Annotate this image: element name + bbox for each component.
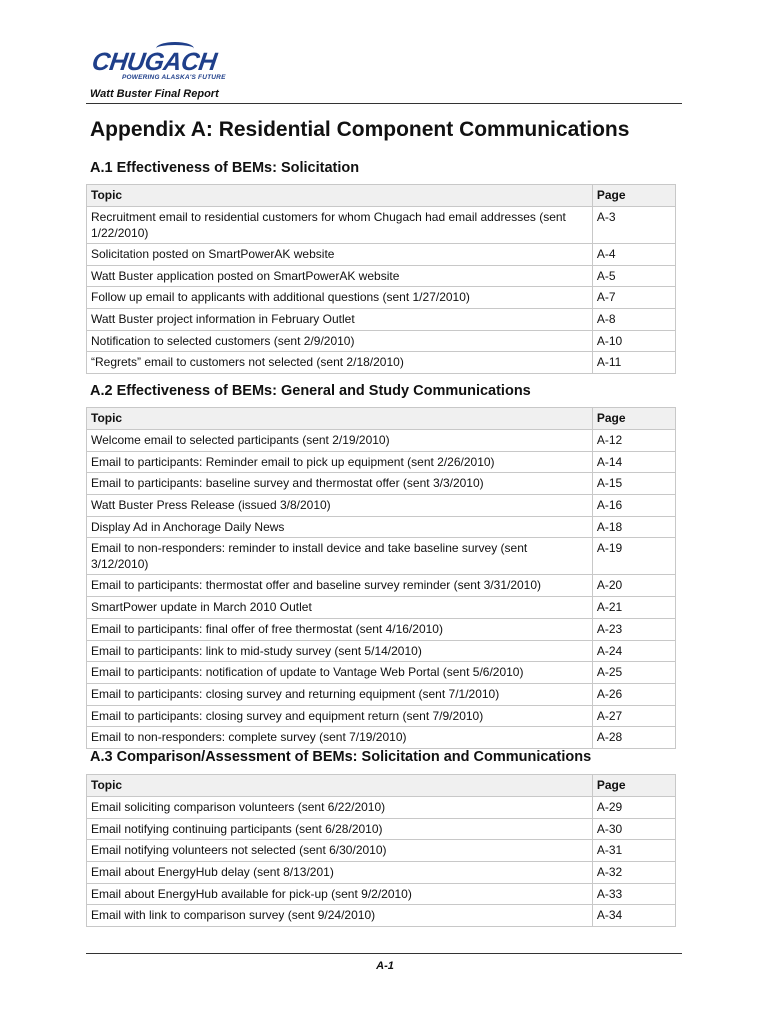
row-topic: Email to participants: baseline survey and thermostat offer (sent 3/3/2010): [87, 473, 593, 495]
row-topic: Welcome email to selected participants (sent 2/19/2010): [87, 430, 593, 452]
row-page-ref: A-8: [592, 309, 675, 331]
header-divider: [86, 103, 682, 104]
toc-table-a1: [86, 184, 676, 374]
table-row: [87, 473, 676, 495]
row-page-ref: A-4: [592, 244, 675, 266]
row-topic: SmartPower update in March 2010 Outlet: [87, 597, 593, 619]
table-row: [87, 883, 676, 905]
row-topic: Email to non-responders: complete survey (sent 7/19/2010): [87, 727, 593, 749]
row-page-ref: A-14: [592, 451, 675, 473]
row-page-ref: A-23: [592, 618, 675, 640]
row-page-ref: A-24: [592, 640, 675, 662]
chugach-logo: [90, 48, 226, 84]
toc-table-a3: [86, 774, 676, 927]
row-topic: Email about EnergyHub delay (sent 8/13/201): [87, 862, 593, 884]
row-page-ref: A-19: [592, 538, 675, 575]
table-row: [87, 575, 676, 597]
row-topic: Email notifying continuing participants (sent 6/28/2010): [87, 818, 593, 840]
row-page-ref: A-31: [592, 840, 675, 862]
row-topic: Email to participants: Reminder email to pick up equipment (sent 2/26/2010): [87, 451, 593, 473]
row-topic: Solicitation posted on SmartPowerAK website: [87, 244, 593, 266]
table-header-row: [87, 408, 676, 430]
toc-table-a2: [86, 407, 676, 749]
table-row: [87, 430, 676, 452]
row-topic: Email to non-responders: reminder to install device and take baseline survey (sent 3/12/2010): [87, 538, 593, 575]
section-title-a3: A.3 Comparison/Assessment of BEMs: Solicitation and Communications: [90, 749, 592, 765]
row-topic: Email with link to comparison survey (sent 9/24/2010): [87, 905, 593, 927]
row-topic: Notification to selected customers (sent 2/9/2010): [87, 330, 593, 352]
row-topic: Email to participants: final offer of free thermostat (sent 4/16/2010): [87, 618, 593, 640]
row-page-ref: A-12: [592, 430, 675, 452]
table-row: [87, 597, 676, 619]
row-topic: Recruitment email to residential customers for whom Chugach had email addresses (sent 1/22/2010): [87, 207, 593, 244]
column-header-page: Page: [592, 408, 675, 430]
table-row: [87, 618, 676, 640]
row-page-ref: A-15: [592, 473, 675, 495]
table-row: [87, 797, 676, 819]
table-row: [87, 265, 676, 287]
table-row: [87, 352, 676, 374]
row-topic: Email to participants: closing survey and returning equipment (sent 7/1/2010): [87, 683, 593, 705]
row-page-ref: A-16: [592, 495, 675, 517]
row-page-ref: A-34: [592, 905, 675, 927]
row-page-ref: A-21: [592, 597, 675, 619]
footer-page-number: A-1: [376, 960, 394, 972]
row-page-ref: A-28: [592, 727, 675, 749]
row-page-ref: A-5: [592, 265, 675, 287]
table-row: [87, 330, 676, 352]
row-topic: Watt Buster Press Release (issued 3/8/2010): [87, 495, 593, 517]
logo-tagline: POWERING ALASKA'S FUTURE: [122, 74, 226, 81]
table-row: [87, 905, 676, 927]
row-page-ref: A-32: [592, 862, 675, 884]
row-page-ref: A-11: [592, 352, 675, 374]
row-topic: Watt Buster project information in February Outlet: [87, 309, 593, 331]
row-topic: Email to participants: thermostat offer and baseline survey reminder (sent 3/31/2010): [87, 575, 593, 597]
row-topic: Email notifying volunteers not selected (sent 6/30/2010): [87, 840, 593, 862]
table-row: [87, 538, 676, 575]
table-header-row: [87, 775, 676, 797]
column-header-topic: Topic: [87, 775, 593, 797]
table-row: [87, 727, 676, 749]
row-topic: “Regrets” email to customers not selected (sent 2/18/2010): [87, 352, 593, 374]
table-row: [87, 451, 676, 473]
table-row: [87, 705, 676, 727]
section-title-a1: A.1 Effectiveness of BEMs: Solicitation: [90, 160, 360, 176]
row-topic: Email soliciting comparison volunteers (sent 6/22/2010): [87, 797, 593, 819]
table-row: [87, 207, 676, 244]
row-page-ref: A-29: [592, 797, 675, 819]
row-page-ref: A-3: [592, 207, 675, 244]
appendix-title: Appendix A: Residential Component Communications: [90, 118, 630, 141]
row-topic: Email to participants: closing survey and equipment return (sent 7/9/2010): [87, 705, 593, 727]
table-row: [87, 495, 676, 517]
row-page-ref: A-7: [592, 287, 675, 309]
table-row: [87, 662, 676, 684]
table-row: [87, 840, 676, 862]
row-topic: Email to participants: notification of update to Vantage Web Portal (sent 5/6/2010): [87, 662, 593, 684]
table-row: [87, 862, 676, 884]
row-page-ref: A-20: [592, 575, 675, 597]
table-row: [87, 244, 676, 266]
footer-divider: [86, 953, 682, 954]
row-topic: Display Ad in Anchorage Daily News: [87, 516, 593, 538]
row-page-ref: A-10: [592, 330, 675, 352]
table-row: [87, 818, 676, 840]
table-row: [87, 640, 676, 662]
row-topic: Email to participants: link to mid-study survey (sent 5/14/2010): [87, 640, 593, 662]
column-header-page: Page: [592, 775, 675, 797]
column-header-topic: Topic: [87, 185, 593, 207]
row-page-ref: A-30: [592, 818, 675, 840]
row-page-ref: A-25: [592, 662, 675, 684]
row-page-ref: A-33: [592, 883, 675, 905]
row-page-ref: A-18: [592, 516, 675, 538]
row-topic: Email about EnergyHub available for pick-up (sent 9/2/2010): [87, 883, 593, 905]
table-header-row: [87, 185, 676, 207]
column-header-page: Page: [592, 185, 675, 207]
logo-brand: CHUGACH: [90, 48, 219, 76]
table-row: [87, 309, 676, 331]
report-header-label: Watt Buster Final Report: [90, 88, 219, 100]
row-page-ref: A-27: [592, 705, 675, 727]
section-title-a2: A.2 Effectiveness of BEMs: General and Study Communications: [90, 383, 531, 399]
row-topic: Follow up email to applicants with additional questions (sent 1/27/2010): [87, 287, 593, 309]
row-topic: Watt Buster application posted on SmartPowerAK website: [87, 265, 593, 287]
table-row: [87, 516, 676, 538]
table-row: [87, 683, 676, 705]
column-header-topic: Topic: [87, 408, 593, 430]
table-row: [87, 287, 676, 309]
row-page-ref: A-26: [592, 683, 675, 705]
